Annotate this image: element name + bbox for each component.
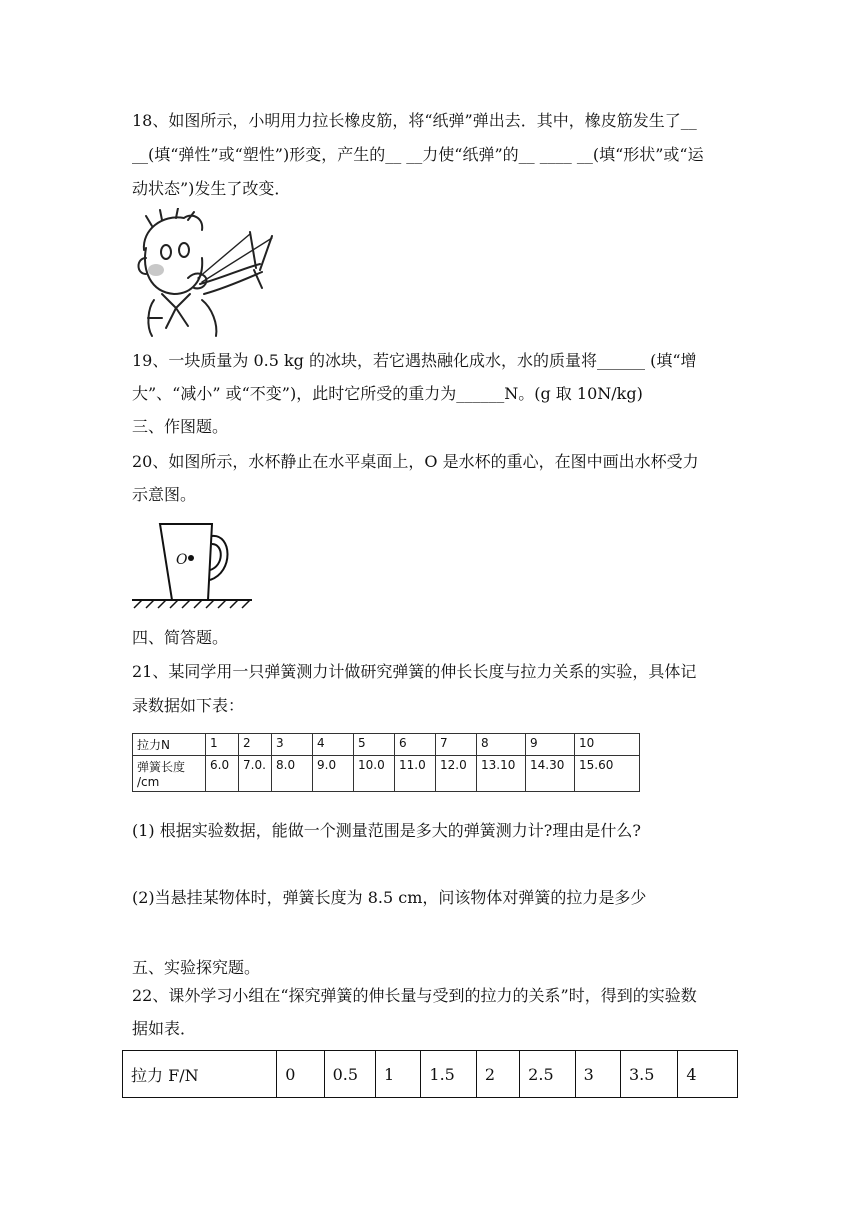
table-cell: 拉力N [133, 734, 206, 756]
table-cell: 14.30 [526, 756, 575, 792]
table-cell: 9 [526, 734, 575, 756]
cheek-shade [148, 264, 164, 276]
table-cell: 11.0 [395, 756, 436, 792]
table-cell: 15.60 [575, 756, 640, 792]
table-cell: 1.5 [421, 1051, 476, 1098]
cup-on-table-figure [128, 518, 254, 610]
table-cell: 0.5 [324, 1051, 375, 1098]
q19-line-2: 大”、“减小” 或“不变”)，此时它所受的重力为______N。(g 取 10N/kg) [132, 384, 643, 403]
slingshot-boy-illustration [132, 208, 274, 338]
row-header-line-2: /cm [137, 775, 160, 789]
section-5-heading: 五、实验探究题。 [132, 958, 261, 977]
q21-sub-question-1: (1) 根据实验数据，能做一个测量范围是多大的弹簧测力计?理由是什么? [132, 821, 641, 840]
table-cell: 6.0 [206, 756, 239, 792]
table-cell: 10 [575, 734, 640, 756]
table-cell: 3.5 [620, 1051, 677, 1098]
table-row [133, 734, 640, 756]
table-cell: 7 [436, 734, 477, 756]
q18-line-2: __(填“弹性”或“塑性”)形变，产生的__ __力使“纸弹”的__ ____ __(填“形状”或“运 [132, 145, 704, 164]
table-cell: 4 [678, 1051, 738, 1098]
table-cell [133, 756, 206, 792]
table-cell: 1 [376, 1051, 421, 1098]
table-cell: 2.5 [520, 1051, 575, 1098]
q19-line-1: 19、一块质量为 0.5 kg 的冰块，若它遇热融化成水，水的质量将______ (填“增 [132, 351, 697, 370]
table-cell: 8 [477, 734, 526, 756]
table-cell: 0 [277, 1051, 324, 1098]
section-3-heading: 三、作图题。 [132, 417, 229, 436]
q22-line-2: 据如表． [132, 1019, 197, 1038]
center-of-gravity-label: O [176, 552, 188, 568]
q20-line-1: 20、如图所示，水杯静止在水平桌面上，O 是水杯的重心，在图中画出水杯受力 [132, 452, 699, 471]
table-cell: 拉力 F/N [123, 1051, 277, 1098]
q22-data-table [122, 1050, 738, 1098]
table-cell: 8.0 [272, 756, 313, 792]
table-cell: 3 [272, 734, 313, 756]
q21-line-1: 21、某同学用一只弹簧测力计做研究弹簧的伸长长度与拉力关系的实验，具体记 [132, 662, 697, 681]
row-header-line-1: 弹簧长度 [137, 760, 186, 774]
table-row [123, 1051, 738, 1098]
table-cell: 12.0 [436, 756, 477, 792]
table-cell: 13.10 [477, 756, 526, 792]
q21-data-table [132, 733, 640, 792]
q21-sub-question-2: (2)当悬挂某物体时，弹簧长度为 8.5 cm，问该物体对弹簧的拉力是多少 [132, 888, 647, 907]
q18-line-3: 动状态”)发生了改变． [132, 179, 291, 198]
table-cell: 5 [354, 734, 395, 756]
table-row [133, 756, 640, 792]
table-cell: 6 [395, 734, 436, 756]
table-cell: 4 [313, 734, 354, 756]
section-4-heading: 四、简答题。 [132, 628, 229, 647]
table-cell: 1 [206, 734, 239, 756]
q18-line-1: 18、如图所示，小明用力拉长橡皮筋，将“纸弹”弹出去．其中，橡皮筋发生了__ [132, 111, 697, 130]
table-cell: 7.0. [239, 756, 272, 792]
q21-line-2: 录数据如下表： [132, 696, 245, 715]
q22-line-1: 22、课外学习小组在“探究弹簧的伸长量与受到的拉力的关系”时，得到的实验数 [132, 986, 697, 1005]
table-cell: 2 [239, 734, 272, 756]
table-cell: 3 [575, 1051, 620, 1098]
table-cell: 9.0 [313, 756, 354, 792]
table-cell: 2 [476, 1051, 519, 1098]
table-cell: 10.0 [354, 756, 395, 792]
q20-line-2: 示意图。 [132, 485, 197, 504]
center-of-gravity-dot [188, 555, 194, 561]
